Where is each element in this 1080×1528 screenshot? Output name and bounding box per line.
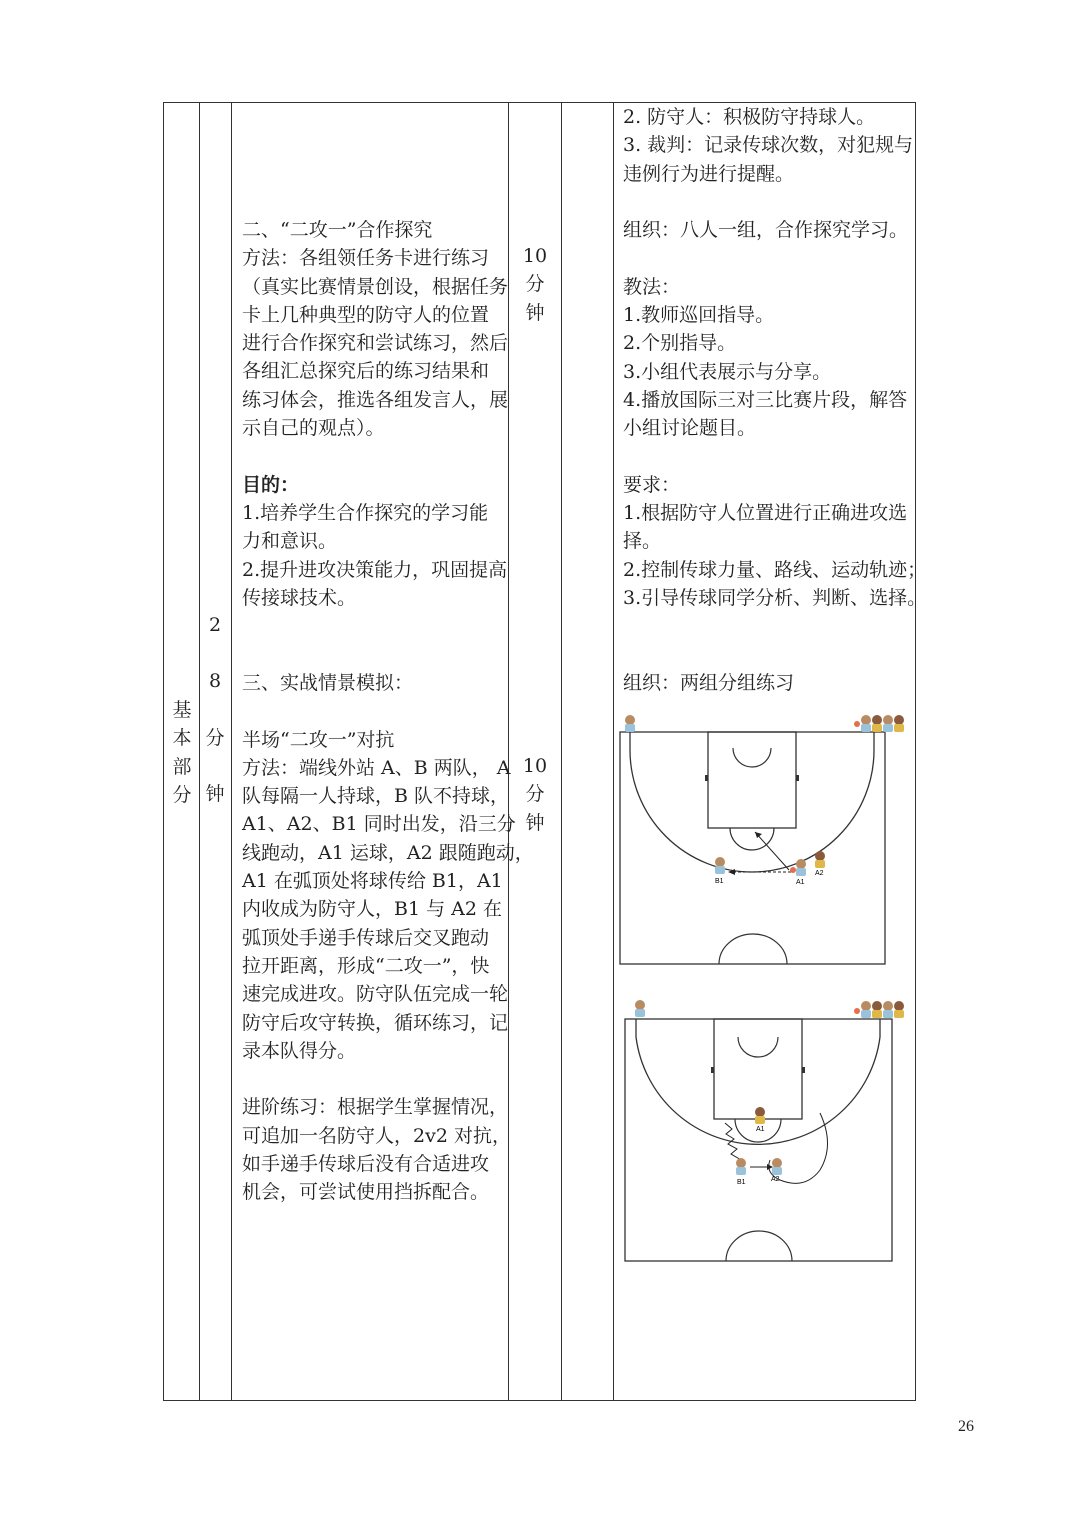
arrow-head (755, 832, 762, 838)
lane-mark (796, 775, 799, 781)
lane-mark (802, 1067, 805, 1073)
total-time-char: 2 (208, 614, 222, 636)
part2-goal-line: 2.提升进攻决策能力，巩固提高 (242, 558, 508, 581)
rim-arc (733, 748, 771, 767)
part2-goal-title: 目的： (242, 473, 300, 496)
section-label-char: 部 (172, 755, 192, 778)
paint-area (714, 1019, 802, 1119)
teach-line: 小组讨论题目。 (623, 417, 757, 440)
time-value: 10 (522, 755, 548, 777)
org-top-line: 3. 裁判：记录传球次数，对犯规与 (623, 134, 914, 157)
part2-method-line: 各组汇总探究后的练习结果和 (242, 360, 490, 383)
part2-goal-line: 1.培养学生合作探究的学习能 (242, 501, 489, 524)
part2-method-line: 进行合作探究和尝试练习，然后 (242, 332, 509, 355)
player-a1 (790, 859, 806, 886)
org-top-line: 2. 防守人：积极防守持球人。 (623, 106, 876, 128)
label-b1: B1 (715, 878, 724, 885)
time-value: 10 (522, 245, 548, 267)
total-time-char: 8 (208, 670, 222, 693)
teach-line: 4.播放国际三对三比赛片段，解答 (623, 388, 908, 411)
teach-line: 1.教师巡回指导。 (623, 304, 775, 327)
org-top-line: 违例行为进行提醒。 (623, 162, 795, 185)
player-icon (635, 1000, 645, 1017)
label-a1: A1 (756, 1126, 765, 1133)
total-time (200, 611, 230, 808)
part3-method-line: A1、A2、B1 同时出发，沿三分 (242, 813, 516, 836)
part3-method-line: 防守后攻守转换，循环练习，记 (242, 1011, 509, 1034)
part3-method-line: 内收成为防守人，B1 与 A2 在 (242, 898, 502, 921)
column-divider (231, 103, 232, 1400)
queue-icons (854, 715, 904, 732)
part2-method-line: 示自己的观点）。 (242, 417, 385, 440)
part2-method-line: 卡上几种典型的防守人的位置 (242, 303, 490, 326)
teach-title: 教法： (623, 275, 681, 298)
queue-icons (854, 1001, 904, 1018)
part3-advanced-line: 进阶练习：根据学生掌握情况， (242, 1096, 509, 1119)
req-line: 2.控制传球力量、路线、运动轨迹； (623, 558, 927, 581)
part2-method-line: 练习体会，推选各组发言人，展 (242, 388, 509, 411)
part3-method-line: 弧顶处手递手传球后交叉跑动 (242, 926, 490, 949)
free-throw-arc (730, 828, 774, 850)
part3-title: 三、实战情景模拟： (242, 672, 414, 694)
center-arc (726, 1231, 792, 1261)
court-diagram-2 (620, 995, 915, 1267)
req-line: 择。 (623, 530, 662, 553)
part3-method-line: 录本队得分。 (242, 1039, 357, 1062)
part3-subtitle: 半场“二攻一”对抗 (242, 728, 395, 751)
teach-line: 2.个别指导。 (623, 332, 737, 355)
teach-line: 3.小组代表展示与分享。 (623, 360, 832, 383)
player-a1 (755, 1107, 765, 1133)
part3-method-line: 方法：端线外站 A、B 两队， A (242, 756, 511, 779)
label-a1: A1 (796, 879, 805, 886)
part3-advanced-line: 可追加一名防守人，2v2 对抗， (242, 1124, 511, 1147)
total-time-char: 分 (205, 726, 225, 749)
part2-method-line: （真实比赛情景创设，根据任务 (242, 275, 509, 298)
part3-method-line: 速完成进攻。防守队伍完成一轮 (242, 983, 509, 1006)
paint-area (708, 732, 796, 828)
time-unit-char: 钟 (525, 301, 545, 324)
section-label-char: 分 (172, 783, 192, 806)
lane-mark (711, 1067, 714, 1073)
part3-method-line: A1 在弧顶处将球传给 B1，A1 (242, 870, 503, 893)
player-a2 (771, 1158, 782, 1183)
part3-advanced-line: 机会，可尝试使用挡拆配合。 (242, 1181, 490, 1204)
time-part3 (520, 752, 550, 837)
part2-title: 二、“二攻一”合作探究 (242, 219, 433, 241)
player-a2 (815, 851, 825, 877)
time-unit-char: 分 (525, 783, 545, 806)
org-column (623, 103, 926, 697)
player-b1 (715, 857, 725, 885)
content-part3 (242, 669, 534, 1207)
court-diagram-1 (615, 710, 910, 970)
req-title: 要求： (623, 473, 681, 496)
part2-goal-line: 力和意识。 (242, 530, 338, 553)
player-icon (625, 715, 635, 732)
time-unit-char: 分 (525, 273, 545, 296)
time-unit-char: 钟 (525, 811, 545, 834)
org-split-line: 组织：两组分组练习 (623, 671, 795, 694)
part3-method-line: 拉开距离，形成“二攻一”，快 (242, 954, 490, 977)
player-b1 (736, 1158, 746, 1186)
req-line: 3.引导传球同学分析、判断、选择。 (623, 587, 927, 610)
rim-arc (738, 1037, 778, 1057)
page-number: 26 (958, 1418, 974, 1435)
section-label-char: 本 (172, 727, 192, 750)
total-time-char: 钟 (205, 782, 225, 805)
content-part2 (242, 216, 508, 612)
center-arc (719, 934, 787, 964)
section-label (167, 696, 197, 809)
req-line: 1.根据防守人位置进行正确进攻选 (623, 502, 908, 525)
label-a2: A2 (815, 870, 824, 877)
org-group-line: 组织：八人一组，合作探究学习。 (623, 219, 909, 242)
time-part2 (520, 242, 550, 327)
three-point-line (630, 732, 874, 872)
label-b1: B1 (737, 1179, 746, 1186)
column-divider (613, 103, 614, 1400)
court-boundary (625, 1019, 892, 1261)
part3-method-line: 队每隔一人持球，B 队不持球， (242, 785, 510, 808)
part3-advanced-line: 如手递手传球后没有合适进攻 (242, 1153, 490, 1176)
lane-mark (705, 775, 708, 781)
part2-goal-line: 传接球技术。 (242, 586, 357, 609)
label-a2: A2 (771, 1176, 780, 1183)
part3-method-line: 线跑动，A1 运球，A2 跟随跑动， (242, 841, 534, 864)
column-divider (561, 103, 562, 1400)
section-label-char: 基 (172, 699, 192, 721)
part2-method-line: 方法：各组领任务卡进行练习 (242, 247, 490, 270)
